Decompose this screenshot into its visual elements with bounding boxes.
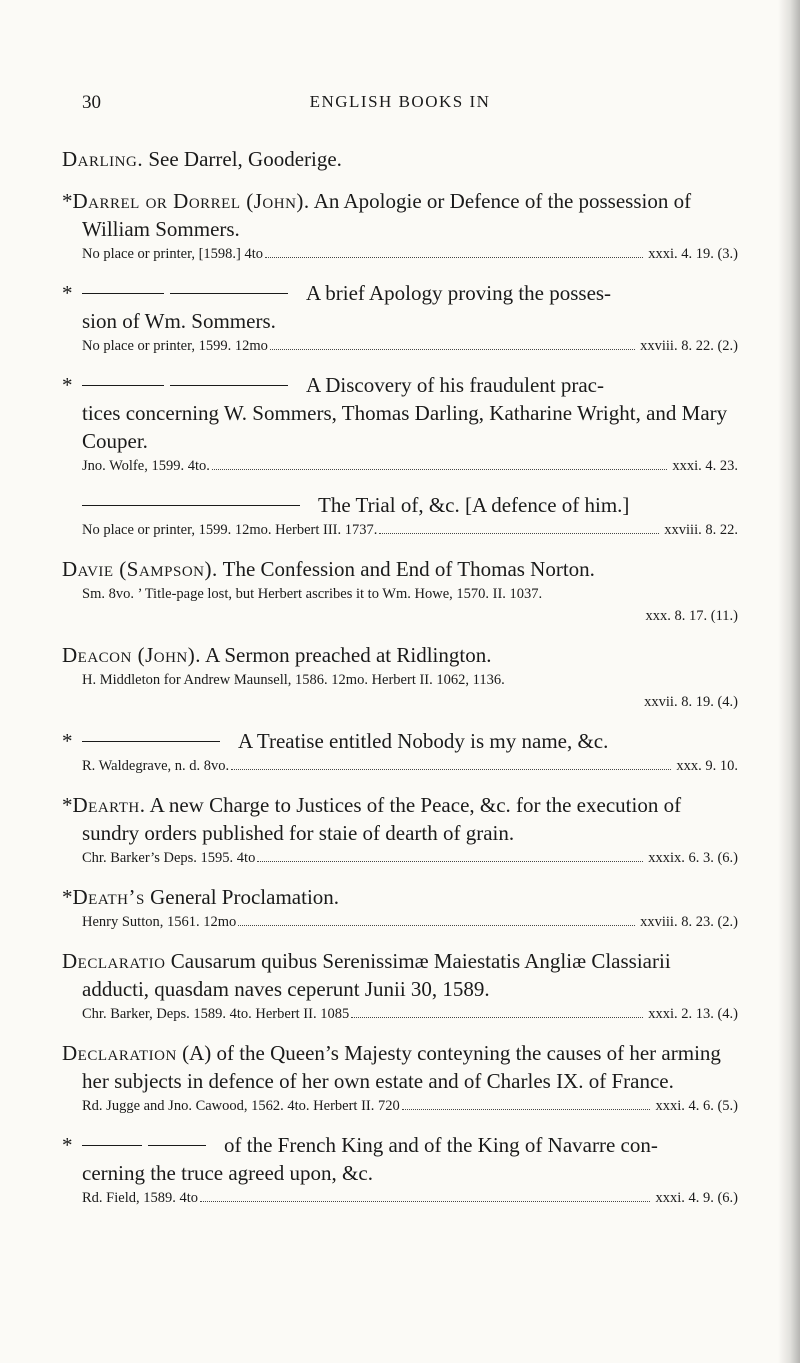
imprint-line	[82, 1187, 738, 1209]
entry-title: A Sermon preached at Ridlington.	[201, 643, 492, 667]
entry-declaration	[62, 1039, 738, 1117]
ditto-dashes	[82, 741, 226, 742]
shelf-reference: xxxi. 4. 19. (3.)	[648, 246, 738, 262]
entry-title-continued: cerning the truce agreed upon, &c.	[82, 1161, 373, 1185]
shelf-reference: xxxi. 4. 9. (6.)	[655, 1190, 738, 1206]
entry-brief-apology	[62, 279, 738, 357]
imprint-text: R. Waldegrave, n. d. 8vo.	[82, 758, 230, 774]
page-header	[0, 92, 800, 122]
entry-french-king	[62, 1131, 738, 1209]
asterisk-mark: *	[62, 885, 73, 909]
asterisk-mark: *	[62, 373, 73, 397]
entry-darling	[62, 145, 738, 173]
ditto-line	[62, 371, 738, 399]
author-name: Davie (Sampson).	[62, 557, 218, 581]
imprint-line	[82, 243, 738, 265]
author-name: Deacon (John).	[62, 643, 201, 667]
shelf-reference: xxxi. 4. 6. (5.)	[655, 1098, 738, 1114]
entry-discovery	[62, 371, 738, 477]
imprint-text: No place or printer, [1598.] 4to	[82, 246, 264, 262]
entry-heading	[62, 947, 738, 1003]
imprint-text: Jno. Wolfe, 1599. 4to.	[82, 458, 210, 474]
entry-heading	[62, 641, 738, 669]
entry-heading	[62, 883, 738, 911]
entry-title-continued: sion of Wm. Sommers.	[82, 309, 276, 333]
imprint-line	[82, 605, 738, 627]
imprint-text: No place or printer, 1599. 12mo	[82, 338, 268, 354]
catalogue-entries	[62, 145, 738, 1223]
asterisk-mark: *	[62, 793, 73, 817]
imprint-line	[82, 691, 738, 713]
author-name: Dearth.	[72, 793, 146, 817]
imprint-note: H. Middleton for Andrew Maunsell, 1586. 12mo. Herbert II. 1062, 1136.	[82, 672, 505, 688]
shelf-reference: xxxix. 6. 3. (6.)	[648, 850, 738, 866]
entry-davie	[62, 555, 738, 627]
entry-title: The Confession and End of Thomas Norton.	[217, 557, 595, 581]
imprint-note: Sm. 8vo. ’ Title-page lost, but Herbert ascribes it to Wm. Howe, 1570. II. 1037.	[82, 586, 543, 602]
imprint-line	[82, 911, 738, 933]
author-name: Darrel or Dorrel (John).	[72, 189, 310, 213]
ditto-line	[62, 727, 738, 755]
author-name: Declaration	[62, 1041, 177, 1065]
imprint-text: Henry Sutton, 1561. 12mo	[82, 914, 237, 930]
imprint-line	[82, 755, 738, 777]
imprint-line	[82, 1003, 738, 1025]
page-number: 30	[82, 92, 101, 113]
ditto-dashes	[82, 1145, 212, 1146]
entry-deaths	[62, 883, 738, 933]
shelf-reference: xxxi. 4. 23.	[672, 458, 738, 474]
entry-title: Causarum quibus Serenissimæ Maiestatis Angliæ Classiarii adducti, quasdam naves ceperunt Junii 30, 1589.	[82, 949, 671, 1001]
entry-heading	[62, 555, 738, 583]
entry-title: General Proclamation.	[144, 885, 340, 909]
entry-title: (A) of the Queen’s Majesty conteyning the causes of her arming her subjects in defence of her own estate and of Charles IX. of France.	[82, 1041, 721, 1093]
entry-heading	[62, 791, 738, 847]
asterisk-mark: *	[62, 729, 73, 753]
shelf-reference: xxviii. 8. 23. (2.)	[640, 914, 738, 930]
ditto-line	[62, 491, 738, 519]
entry-declaratio	[62, 947, 738, 1025]
imprint-text: Rd. Jugge and Jno. Cawood, 1562. 4to. Herbert II. 720	[82, 1098, 400, 1114]
entry-heading	[62, 145, 738, 173]
entry-title: A new Charge to Justices of the Peace, &c. for the execution of sundry orders published for staie of dearth of grain.	[82, 793, 682, 845]
ditto-dashes	[82, 505, 306, 506]
running-head: ENGLISH BOOKS IN	[309, 92, 491, 111]
entry-dearth	[62, 791, 738, 869]
ditto-line	[62, 279, 738, 307]
imprint-text: No place or printer, 1599. 12mo. Herbert III. 1737.	[82, 522, 378, 538]
ditto-dashes	[82, 293, 294, 294]
asterisk-mark: *	[62, 189, 73, 213]
imprint-text: Rd. Field, 1589. 4to	[82, 1190, 199, 1206]
entry-heading	[62, 1039, 738, 1095]
asterisk-mark: *	[62, 1133, 73, 1157]
imprint-line	[82, 847, 738, 869]
shelf-reference: xxvii. 8. 19. (4.)	[644, 694, 738, 710]
entry-trial	[62, 491, 738, 541]
shelf-reference: xxviii. 8. 22. (2.)	[640, 338, 738, 354]
ditto-dashes	[82, 385, 294, 386]
imprint-text: Chr. Barker’s Deps. 1595. 4to	[82, 850, 256, 866]
entry-title: of the French King and of the King of Navarre con-	[224, 1133, 658, 1157]
entry-title: The Trial of, &c. [A defence of him.]	[318, 493, 630, 517]
ditto-line	[62, 1131, 738, 1159]
entry-heading	[62, 187, 738, 243]
imprint-line	[82, 519, 738, 541]
entry-title-continued: tices concerning W. Sommers, Thomas Darling, Katharine Wright, and Mary Couper.	[82, 401, 728, 453]
imprint-line	[82, 335, 738, 357]
author-name: Darling.	[62, 147, 144, 171]
entry-title: See Darrel, Gooderige.	[143, 147, 342, 171]
entry-treatise	[62, 727, 738, 777]
author-name: Declaratio	[62, 949, 166, 973]
entry-title: A Treatise entitled Nobody is my name, &c.	[238, 729, 609, 753]
imprint-line	[82, 455, 738, 477]
entry-title: A Discovery of his fraudulent prac-	[306, 373, 604, 397]
shelf-reference: xxxi. 2. 13. (4.)	[648, 1006, 738, 1022]
imprint-line	[82, 1095, 738, 1117]
author-name: Death’s	[72, 885, 145, 909]
entry-title: An Apologie or Defence of the possession of William Sommers.	[82, 189, 692, 241]
page-edge-shadow	[778, 0, 800, 1363]
imprint-text: Chr. Barker, Deps. 1589. 4to. Herbert II. 1085	[82, 1006, 350, 1022]
entry-deacon	[62, 641, 738, 713]
shelf-reference: xxx. 9. 10.	[676, 758, 738, 774]
asterisk-mark: *	[62, 281, 73, 305]
shelf-reference: xxviii. 8. 22.	[664, 522, 738, 538]
entry-title: A brief Apology proving the posses-	[306, 281, 612, 305]
shelf-reference: xxx. 8. 17. (11.)	[645, 608, 738, 624]
entry-darrel	[62, 187, 738, 265]
